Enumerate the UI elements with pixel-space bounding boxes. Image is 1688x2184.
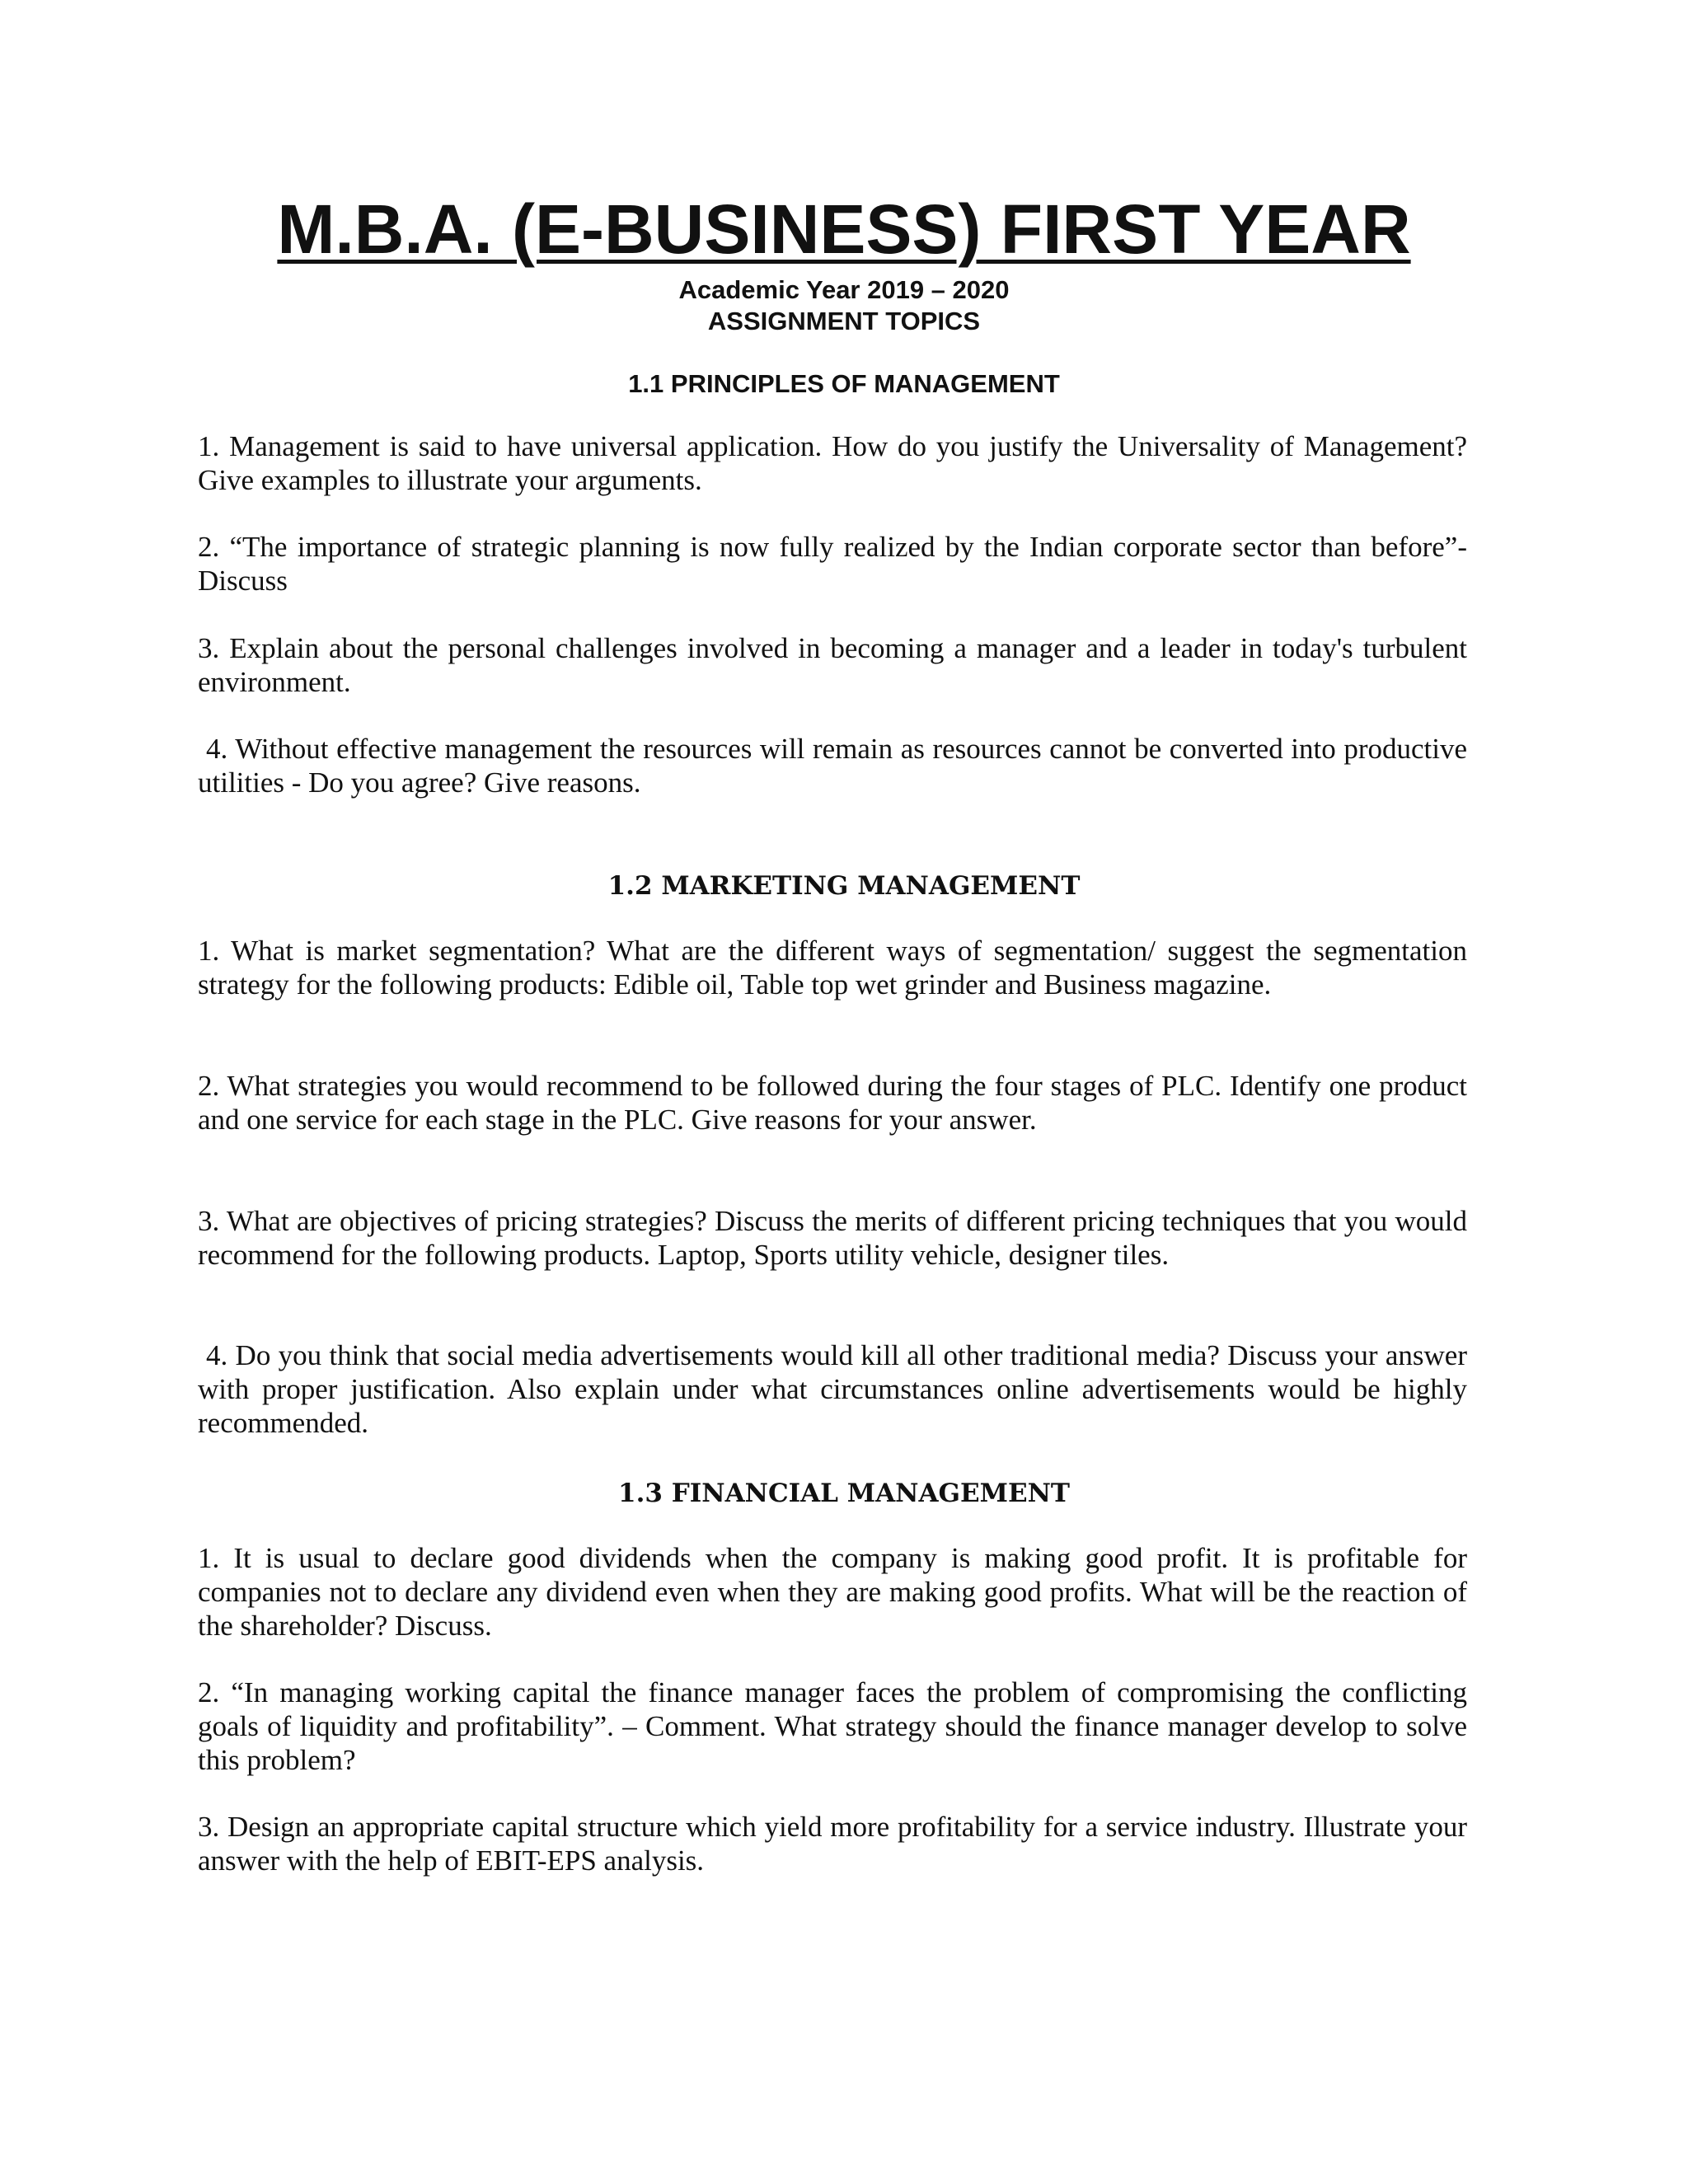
question-1-3-3: 3. Design an appropriate capital structure which yield more profitability for a service industry. Illustrate your answer with the help of EBIT-EPS analysis. xyxy=(198,1811,1467,1877)
question-1-1-2: 2. “The importance of strategic planning is now fully realized by the Indian corporate sector than before”- Discuss xyxy=(198,531,1467,597)
academic-year: Academic Year 2019 – 2020 xyxy=(678,275,1010,304)
question-1-2-2: 2. What strategies you would recommend to be followed during the four stages of PLC. Identify one product and one service for each stage in the PLC. Give reasons for your answer. xyxy=(198,1070,1467,1136)
document-title-text: M.B.A. (E-BUSINESS) FIRST YEAR xyxy=(277,190,1411,268)
question-1-3-1: 1. It is usual to declare good dividends when the company is making good profit. It is profitable for companies not to declare any dividend even when they are making good profits. What will be the reaction of the shareholder? Discuss. xyxy=(198,1542,1467,1642)
question-1-1-1: 1. Management is said to have universal application. How do you justify the Universality of Management? Give examples to illustrate your arguments. xyxy=(198,430,1467,496)
question-1-1-4: 4. Without effective management the resources will remain as resources cannot be converted into productive utilities - Do you agree? Give reasons. xyxy=(198,733,1467,799)
section-heading-financial: 1.3 FINANCIAL MANAGEMENT xyxy=(618,1479,1070,1508)
question-1-2-3: 3. What are objectives of pricing strategies? Discuss the merits of different pricing techniques that you would recommend for the following products. Laptop, Sports utility vehicle, designer tiles. xyxy=(198,1205,1467,1271)
question-1-2-4: 4. Do you think that social media advertisements would kill all other traditional media? Discuss your answer with proper justification. Also explain under what circumstances online advertisements would be highly recommended. xyxy=(198,1339,1467,1439)
section-heading-marketing: 1.2 MARKETING MANAGEMENT xyxy=(607,871,1081,901)
document-subtitle: ASSIGNMENT TOPICS xyxy=(707,307,981,335)
document-title xyxy=(0,188,1688,270)
question-1-3-2: 2. “In managing working capital the finance manager faces the problem of compromising the conflicting goals of liquidity and profitability”. – Comment. What strategy should the finance manager develop to solve this problem? xyxy=(198,1676,1467,1776)
question-1-2-1: 1. What is market segmentation? What are the different ways of segmentation/ suggest the segmentation strategy for the following products: Edible oil, Table top wet grinder and Business magazine. xyxy=(198,935,1467,1001)
section-heading-principles: 1.1 PRINCIPLES OF MANAGEMENT xyxy=(628,369,1060,398)
question-1-1-3: 3. Explain about the personal challenges involved in becoming a manager and a leader in today's turbulent environment. xyxy=(198,632,1467,698)
